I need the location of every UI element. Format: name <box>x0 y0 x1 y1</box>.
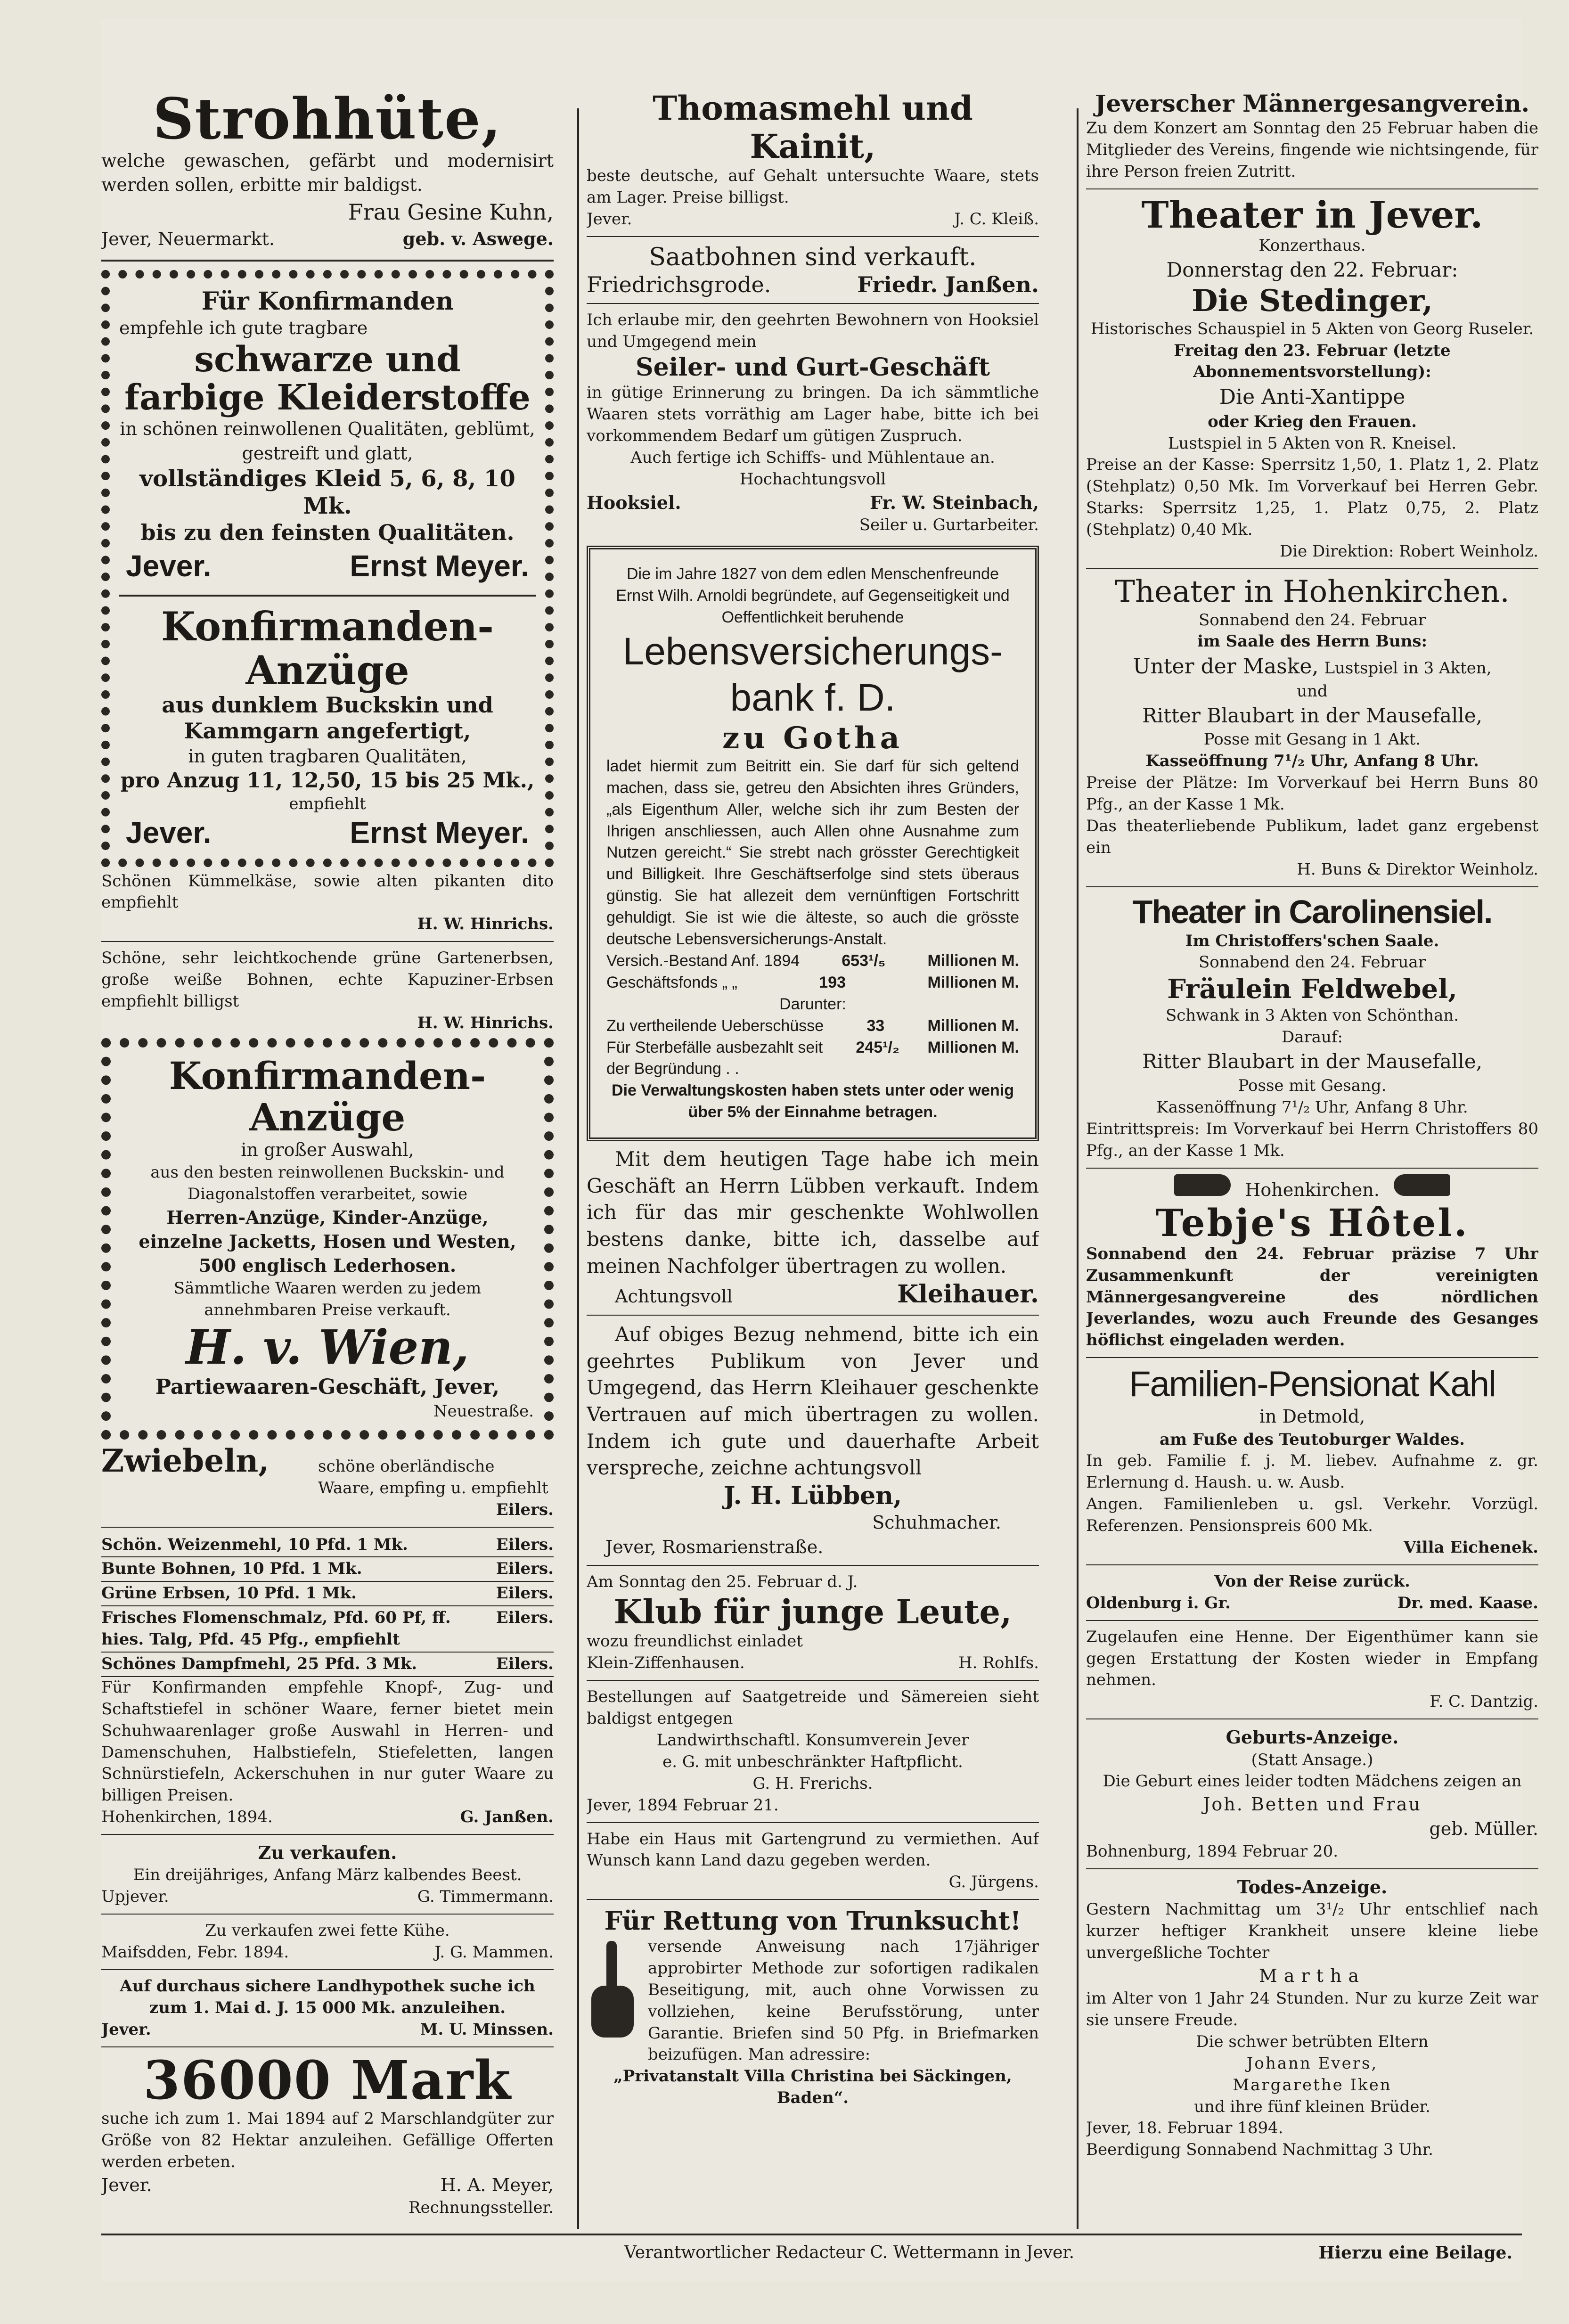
ad-signer: Friedr. Janßen. <box>857 272 1039 298</box>
ad-signer: Eilers. <box>496 1500 554 1519</box>
ad-theater-hohenkirchen <box>1086 575 1538 881</box>
ad-line: Kassenöffnung 7¹/₂ Uhr, Anfang 8 Uhr. <box>1156 1097 1468 1117</box>
ad-text: Sonnabend den 24. Februar präzise 7 Uhr Zusammenkunft der vereinigten Männergesangvereine des nördlichen Jeverlandes, wozu auch Freunde des Gesanges höflichst eingeladen werden. <box>1086 1244 1538 1350</box>
ad-line: Posse mit Gesang in 1 Akt. <box>1203 730 1421 749</box>
ad-line: Eintrittspreis: Im Vorverkauf bei Herrn Christoffers 80 Pfg., an der Kasse 1 Mk. <box>1086 1119 1538 1160</box>
ad-play: Ritter Blaubart in der Mausefalle, <box>1142 704 1482 727</box>
figure-unit: Millionen M. <box>927 951 1019 970</box>
ad-play: Unter der Maske, <box>1133 655 1319 679</box>
ad-signer: J. C. Kleiß. <box>954 209 1039 229</box>
ad-line: Beerdigung Sonnabend Nachmittag 3 Uhr. <box>1086 2140 1433 2160</box>
figure-label: Zu vertheilende Ueberschüsse <box>606 1016 824 1035</box>
list-item <box>101 1557 554 1582</box>
ad-signer: Kleihauer. <box>897 1279 1039 1309</box>
ad-line: im Saale des Herrn Buns: <box>1197 632 1428 651</box>
figure-value: 193 <box>819 973 846 991</box>
ad-line: In geb. Familie f. j. M. liebev. Aufnahme z. gr. Erlernung d. Haush. u. w. Ausb. <box>1086 1451 1538 1492</box>
ad-line: Schwank in 3 Akten von Schönthan. <box>1165 1006 1459 1025</box>
ad-line: Kasseöffnung 7¹/₂ Uhr, Anfang 8 Uhr. <box>1145 752 1479 771</box>
ad-place: Bohnenburg, 1894 Februar 20. <box>1086 1841 1339 1861</box>
column-rule <box>1077 108 1079 2229</box>
ad-kleihauer <box>587 1146 1039 1309</box>
editor-line: Verantwortlicher Redacteur C. Wettermann in Jever. <box>624 2243 1075 2262</box>
ad-play: Fräulein Feldwebel, <box>1167 974 1457 1005</box>
ad-line: Bestellungen auf Saatgetreide und Sämereien sieht baldigst entgegen <box>587 1687 1039 1728</box>
ad-line: Angen. Familienleben u. gsl. Verkehr. Vorzügl. Referenzen. Pensionspreis 600 Mk. <box>1086 1495 1538 1536</box>
ad-text: Zugelaufen eine Henne. Der Eigenthümer kann sie gegen Erstattung der Kosten wieder in Empfang nehmen. <box>1086 1627 1538 1690</box>
figure-value: 245¹/₂ <box>856 1038 900 1056</box>
ad-signer: Ernst Meyer. <box>350 815 529 850</box>
ad-line: und ihre fünf kleinen Brüder. <box>1194 2097 1430 2116</box>
column-2 <box>587 90 1039 2219</box>
ad-text: schöne oberländische Waare, empfing u. empfiehlt <box>318 1457 548 1498</box>
ad-saatbohnen <box>587 243 1039 297</box>
gotha-figures <box>606 950 1019 994</box>
ad-line: Herren-Anzüge, Kinder-Anzüge, <box>166 1206 489 1228</box>
ad-line: in Detmold, <box>1259 1406 1365 1427</box>
ad-signer: Die Direktion: Robert Weinholz. <box>1279 542 1538 561</box>
ad-address: „Privatanstalt Villa Christina bei Säckingen, Baden“. <box>613 2067 1012 2108</box>
ad-line: bis zu den feinsten Qualitäten. <box>140 520 515 546</box>
list-item <box>101 1533 554 1558</box>
ad-title: Zu verkaufen. <box>258 1842 397 1864</box>
ad-place: Upjever. <box>101 1887 169 1907</box>
figure-row <box>606 972 1019 994</box>
ad-line: einzelne Jacketts, Hosen und Westen, <box>139 1231 516 1252</box>
ad-line: Darauf: <box>1282 1028 1343 1047</box>
ad-line: Sonnabend den 24. Februar <box>1199 953 1426 972</box>
ad-line: Historisches Schauspiel in 5 Akten von Georg Ruseler. <box>1090 319 1534 338</box>
ad-signer: Frau Gesine Kuhn, <box>348 199 554 225</box>
ad-place: Hohenkirchen, 1894. <box>101 1808 273 1827</box>
ad-gotha <box>587 546 1039 1141</box>
ad-title: Thomasmehl und Kainit, <box>653 90 973 166</box>
ad-line: Margarethe Iken <box>1233 2075 1392 2095</box>
ad-signer: Eilers. <box>496 1559 554 1579</box>
ad-signer: H. Rohlfs. <box>958 1653 1039 1673</box>
ad-play: Die Anti-Xantippe <box>1219 385 1406 409</box>
ad-place: Jever, Rosmarienstraße. <box>605 1536 824 1557</box>
ad-thomasmehl <box>587 90 1039 230</box>
ad-signer: J. G. Mammen. <box>434 1943 554 1962</box>
ad-kaase <box>1086 1571 1538 1614</box>
ad-text: Zu dem Konzert am Sonntag den 25 Februar haben die Mitglieder des Vereins, fingende wie nichtsingende, für ihre Person freien Zutritt. <box>1086 119 1538 181</box>
ad-line: vollständiges Kleid 5, 6, 8, 10 Mk. <box>139 466 515 519</box>
figure-unit: Millionen M. <box>927 1038 1019 1056</box>
ad-place: Klein-Ziffenhausen. <box>587 1653 745 1673</box>
figure-value: 653¹/₅ <box>842 951 886 970</box>
ad-theater-jever <box>1086 195 1538 563</box>
ad-signer: F. C. Dantzig. <box>1430 1692 1538 1711</box>
ad-line: Lustspiel in 3 Akten, <box>1324 659 1492 678</box>
ad-line: Auch fertige ich Schiffs- und Mühlentaue an. <box>630 448 995 467</box>
ad-place: Jever, 18. Februar 1894. <box>1086 2119 1283 2138</box>
ad-line: Hochachtungsvoll <box>739 469 886 489</box>
list-item <box>101 1653 554 1677</box>
ad-text: welche gewaschen, gefärbt und modernisirt werden sollen, erbitte mir baldigst. <box>101 150 554 196</box>
ad-line: Freitag den 23. Februar (letzte Abonnementsvorstellung): <box>1174 341 1451 382</box>
ad-role: Rechnungssteller. <box>409 2198 554 2218</box>
ad-line: geb. Müller. <box>1429 1818 1538 1839</box>
ad-line: Ich erlaube mir, den geehrten Bewohnern von Hooksiel und Umgegend mein <box>587 311 1039 351</box>
ad-henne <box>1086 1627 1538 1713</box>
page-footer <box>101 2243 1522 2271</box>
ad-title: Todes-Anzeige. <box>1237 1876 1388 1898</box>
ad-signer: Eilers. <box>496 1654 554 1673</box>
ad-text: Schön. Weizenmehl, 10 Pfd. 1 Mk. <box>101 1535 408 1554</box>
ad-place: Hooksiel. <box>587 491 681 513</box>
ad-pensionat-kahl <box>1086 1364 1538 1559</box>
ad-text: Mit dem heutigen Tage habe ich mein Geschäft an Herrn Lübben verkauft. Indem ich für das mir geschenkte Wohlwollen bestens danke, bitte ich, dasselbe auf meinen Nachfolger übertragen zu wollen. <box>587 1147 1039 1277</box>
ad-line: oder Krieg den Frauen. <box>1208 412 1417 431</box>
ad-title: 36000 Mark <box>143 2049 512 2111</box>
ad-line: im Alter von 1 Jahr 24 Stunden. Nur zu kurze Zeit war sie unsere Freude. <box>1086 1989 1538 2029</box>
ad-line: am Fuße des Teutoburger Waldes. <box>1159 1430 1465 1449</box>
ad-title: Geburts-Anzeige. <box>1226 1727 1399 1748</box>
ad-line: Die Geburt eines leider todten Mädchens zeigen an <box>1103 1772 1522 1791</box>
ad-intro: Die im Jahre 1827 von dem edlen Menschenfreunde Ernst Wilh. Arnoldi begründete, auf Gegenseitigkeit und Oeffentlichkeit beruhende <box>616 565 1010 626</box>
ad-zwiebeln <box>101 1443 554 1521</box>
ad-text: Auf obiges Bezug nehmend, bitte ich ein geehrtes Publikum von Jever und Umgegend, das Herrn Kleihauer geschenkte Vertrauen auf mich übertragen zu wollen. Indem ich gute und dauerhafte Arbeit verspreche, zeichne achtungsvoll <box>587 1322 1039 1480</box>
ad-place: Jever. <box>101 2174 152 2195</box>
ad-name: Martha <box>1258 1965 1366 1986</box>
ad-title: Theater in Carolinensiel. <box>1132 893 1492 930</box>
ad-seiler <box>587 310 1039 536</box>
ad-line: Von der Reise zurück. <box>1214 1571 1410 1591</box>
ad-verkaufen-1 <box>101 1841 554 1908</box>
ad-line: empfiehlt <box>289 794 366 813</box>
ad-line: Lustspiel in 5 Akten von R. Kneisel. <box>1168 434 1457 453</box>
ad-place: Friedrichsgrode. <box>587 272 771 298</box>
ad-juergens <box>587 1829 1039 1894</box>
ad-line: aus den besten reinwollenen Buckskin- und Diagonalstoffen verarbeitet, sowie <box>150 1163 505 1203</box>
ad-line: Konzerthaus. <box>1258 236 1366 255</box>
ad-place: Oldenburg i. Gr. <box>1086 1593 1231 1612</box>
ad-luebben <box>587 1321 1039 1559</box>
pointing-hand-icon <box>1394 1174 1450 1196</box>
ad-text: Schönen Kümmelkäse, sowie alten pikanten dito empfiehlt <box>101 871 554 912</box>
ad-line: Das theaterliebende Publikum, ladet ganz ergebenst ein <box>1086 816 1538 857</box>
ad-title: Saatbohnen sind verkauft. <box>649 243 977 271</box>
ad-signer: H. A. Meyer, <box>440 2174 554 2195</box>
ad-wien <box>101 1038 554 1440</box>
ad-line: in großer Auswahl, <box>241 1139 414 1160</box>
ad-line: Im Christoffers'schen Saale. <box>1185 931 1439 950</box>
ad-geburt <box>1086 1725 1538 1863</box>
ad-title: Konfirmanden-Anzüge <box>161 603 494 694</box>
ad-maennergesangverein <box>1086 90 1538 183</box>
ad-title: Theater in Jever. <box>1141 193 1483 237</box>
ad-line: in guten tragbaren Qualitäten, <box>188 745 467 767</box>
ad-text: suche ich zum 1. Mai 1894 auf 2 Marschlandgüter zur Größe von 82 Hektar anzuleihen. Gefällige Offerten werden erbeten. <box>101 2109 554 2171</box>
ad-place: Jever. <box>126 815 212 850</box>
ad-signer: M. U. Minssen. <box>420 2020 554 2039</box>
ad-signer: G. H. Frerichs. <box>752 1774 873 1793</box>
ad-line: Für Konfirmanden <box>201 286 454 316</box>
ad-play: Ritter Blaubart in der Mausefalle, <box>1142 1050 1482 1073</box>
ad-line: aus dunklem Buckskin und Kammgarn angefertigt, <box>162 692 493 744</box>
beilage-note: Hierzu eine Beilage. <box>1318 2243 1512 2263</box>
ad-signer: Eilers. <box>496 1608 554 1628</box>
ad-title: Strohhüte, <box>153 90 502 152</box>
ad-signer-2: geb. v. Aswege. <box>402 228 554 249</box>
figure-row <box>606 1015 1019 1037</box>
ad-landhypothek <box>101 1976 554 2041</box>
ad-line: Donnerstag den 22. Februar: <box>1166 258 1458 282</box>
ad-greet: Achtungsvoll <box>615 1285 733 1307</box>
ad-signer: Villa Eichenek. <box>1403 1538 1538 1557</box>
column-3 <box>1086 90 1538 2219</box>
ad-outro: Die Verwaltungskosten haben stets unter oder wenig über 5% der Einnahme betragen. <box>612 1081 1014 1121</box>
footer-rule <box>101 2234 1522 2235</box>
ad-kleiderstoffe <box>101 270 554 867</box>
ad-title: Zwiebeln, <box>101 1442 270 1479</box>
ad-line: Neuestraße. <box>433 1401 534 1421</box>
figure-label: Geschäftsfonds „ „ <box>606 973 737 991</box>
ad-line: in gütige Erinnerung zu bringen. Da ich sämmtliche Waaren stets vorräthig am Lager habe, bitte ich bei vorkommendem Bedarf um gütigen Zuspruch. <box>587 383 1039 446</box>
ad-line: e. G. mit unbeschränkter Haftpflicht. <box>662 1752 963 1771</box>
ad-strohhuete <box>101 90 554 251</box>
ad-signer: J. H. Lübben, <box>723 1481 902 1511</box>
ad-line: Partiewaaren-Geschäft, Jever, <box>155 1375 500 1399</box>
ad-signer: H. W. Hinrichs. <box>417 1013 554 1032</box>
ad-text: Zu verkaufen zwei fette Kühe. <box>205 1921 450 1940</box>
figure-unit: Millionen M. <box>927 973 1019 991</box>
ad-role: Schuhmacher. <box>872 1512 1001 1533</box>
ad-line: Sämmtliche Waaren werden zu jedem annehmbaren Preise verkauft. <box>173 1278 482 1319</box>
ad-title: Lebensversicherungs- <box>622 630 1003 673</box>
ad-konsumverein <box>587 1686 1039 1816</box>
ad-line: Preise an der Kasse: Sperrsitz 1,50, 1. Platz 1, 2. Platz (Stehplatz) 0,50 Mk. Im Vorverkauf bei Herren Gebr. Starks: Sperrsitz 1,25, 1. Platz 0,75, 2. Platz (Stehplatz) 0,40 Mk. <box>1086 455 1538 540</box>
pointing-hand-icon <box>1174 1174 1231 1196</box>
eilers-list <box>101 1533 554 1677</box>
ad-play: Die Stedinger, <box>1192 283 1433 319</box>
ad-line: in schönen reinwollenen Qualitäten, geblümt, gestreift und glatt, <box>120 418 535 464</box>
figure-row <box>606 950 1019 972</box>
ad-line: Posse mit Gesang. <box>1238 1076 1387 1095</box>
ad-title: bank f. D. <box>730 676 896 719</box>
ad-place: Jever. <box>101 2020 151 2039</box>
ad-kaese <box>101 871 554 936</box>
ad-line: Sonnabend den 24. Februar <box>1199 610 1426 630</box>
figure-unit: Millionen M. <box>927 1016 1019 1035</box>
ad-title: Tebje's Hôtel. <box>1155 1200 1469 1245</box>
ad-klub <box>587 1571 1039 1674</box>
figure-value: 33 <box>866 1016 885 1035</box>
ad-text: Auf durchaus sichere Landhypothek suche ich zum 1. Mai d. J. 15 000 Mk. anzuleihen. <box>120 1976 535 2017</box>
ad-title: Seiler- und Gurt-Geschäft <box>636 352 990 382</box>
ad-title: Familien-Pensionat Kahl <box>1129 1364 1495 1405</box>
column-rule <box>577 108 579 2229</box>
ad-title: Klub für junge Leute, <box>613 1592 1012 1631</box>
ad-title: zu Gotha <box>722 720 904 756</box>
ad-line: wozu freundlichst einladet <box>587 1632 803 1651</box>
figure-row <box>606 1037 1019 1080</box>
ad-signer: Dr. med. Kaase. <box>1397 1593 1538 1612</box>
ad-place: Jever. <box>587 209 632 229</box>
ad-text: Schöne, sehr leichtkochende grüne Gartenerbsen, große weiße Bohnen, echte Kapuziner-Erbsen empfiehlt billigst <box>101 949 554 1011</box>
ad-date: Jever, 1894 Februar 21. <box>587 1795 779 1815</box>
ad-title: Jeverscher Männergesangverein. <box>1095 90 1530 117</box>
ad-signer: Fr. W. Steinbach, <box>870 491 1039 513</box>
figure-label: Versich.-Bestand Anf. 1894 <box>606 951 800 970</box>
ad-tod <box>1086 1875 1538 2161</box>
ad-36000-mark <box>101 2049 554 2219</box>
ad-signer: G. Janßen. <box>460 1808 554 1827</box>
ad-line: Landwirthschaftl. Konsumverein Jever <box>656 1730 969 1750</box>
gotha-figures-2 <box>606 1015 1019 1080</box>
ad-place: Maifsdden, Febr. 1894. <box>101 1943 289 1962</box>
ad-line: Johann Evers, <box>1246 2054 1378 2073</box>
ad-signer: Eilers. <box>496 1584 554 1603</box>
pointing-hand-icon <box>587 1941 638 2045</box>
ad-name: H. v. Wien, <box>186 1319 469 1375</box>
ad-text: Schönes Dampfmehl, 25 Pfd. 3 Mk. <box>101 1654 417 1673</box>
ad-signer: G. Jürgens. <box>948 1873 1039 1892</box>
ad-trunksucht <box>587 1906 1039 2109</box>
ad-tebje <box>1086 1174 1538 1352</box>
ad-signer: H. Buns & Direktor Weinholz. <box>1297 859 1538 879</box>
ad-line: Preise der Plätze: Im Vorverkauf bei Herrn Buns 80 Pfg., an der Kasse 1 Mk. <box>1086 773 1538 814</box>
ad-janssen <box>101 1677 554 1828</box>
ad-signer: G. Timmermann. <box>417 1887 554 1907</box>
ad-theater-carolinensiel <box>1086 893 1538 1162</box>
ad-text: Für Konfirmanden empfehle Knopf-, Zug- und Schaftstiefel in schöner Waare, ferner bietet mein Schuhwaarenlager große Auswahl in Herren- und Damenschuhen, Halbstiefeln, Stiefeletten, langen Schnürstiefeln, Ackerschuhen in nur guter Waare zu billigen Preisen. <box>101 1678 554 1805</box>
ad-line: Joh. Betten und Frau <box>1203 1794 1422 1815</box>
ad-erbsen <box>101 948 554 1034</box>
ad-title: schwarze und farbige Kleiderstoffe <box>124 339 531 418</box>
ad-line: 500 englisch Lederhosen. <box>198 1255 457 1277</box>
ad-signer: H. W. Hinrichs. <box>417 915 554 934</box>
ad-text: Frisches Flomenschmalz, Pfd. 60 Pf, ff. hies. Talg, Pfd. 45 Pfg., empfiehlt <box>101 1608 451 1649</box>
ad-date: Am Sonntag den 25. Februar d. J. <box>587 1572 858 1591</box>
list-item <box>101 1582 554 1606</box>
ad-text: versende Anweisung nach 17jähriger approbirter Methode zur sofortigen radikalen Beseitigung, mit, auch ohne Vorwissen zu vollziehen, keine Berufsstörung, unter Garantie. Briefen sind 50 Pfg. in Briefmarken beizufügen. Man adressire: <box>648 1937 1039 2064</box>
ad-title: Theater in Hohenkirchen. <box>1115 574 1510 609</box>
ad-place: Hohenkirchen. <box>1245 1179 1380 1200</box>
ad-line: empfehle ich gute tragbare <box>119 318 368 339</box>
ad-text: Habe ein Haus mit Gartengrund zu vermiethen. Auf Wunsch kann Land dazu gegeben werden. <box>587 1829 1039 1870</box>
ad-body: ladet hiermit zum Beitritt ein. Sie darf für sich geltend machen, dass sie, getreu den Absichten ihres Gründers, „als Eigenthum Aller, welche sich ihr zum Besten der Ihrigen anschliessen, auch Allen ohne Ausnahme zum Nutzen gereicht.“ Sie strebt nach grösster Gerechtigkeit und Billigkeit. Ihre Geschäftserfolge sind stets überaus günstig. Sie hat allezeit dem vernünftigen Fortschritt gehuldigt. Sie ist wie die älteste, so auch die grösste deutsche Lebensversicherungs-Anstalt. <box>606 757 1019 949</box>
ad-verkaufen-2 <box>101 1920 554 1964</box>
figure-label: Für Sterbefälle ausbezahlt seit der Begründung . . <box>606 1038 823 1078</box>
ad-line: und <box>1297 681 1328 701</box>
ad-title: Konfirmanden-Anzüge <box>169 1053 486 1139</box>
ad-signer: Ernst Meyer. <box>350 549 529 583</box>
ad-title: Für Rettung von Trunksucht! <box>604 1906 1021 1936</box>
column-1 <box>101 90 554 2219</box>
ad-role: Seiler u. Gurtarbeiter. <box>859 515 1039 534</box>
ad-text: Ein dreijähriges, Anfang März kalbendes Beest. <box>133 1866 522 1885</box>
ad-signer: Eilers. <box>496 1535 554 1554</box>
ad-place: Jever, Neuermarkt. <box>101 228 275 249</box>
ad-place: Jever. <box>126 549 212 583</box>
ad-line: Darunter: <box>779 995 846 1013</box>
ad-text: Grüne Erbsen, 10 Pfd. 1 Mk. <box>101 1584 357 1603</box>
ad-line: (Statt Ansage.) <box>1251 1750 1373 1769</box>
ad-line: Die schwer betrübten Eltern <box>1196 2032 1429 2051</box>
ad-line: pro Anzug 11, 12,50, 15 bis 25 Mk., <box>120 768 535 793</box>
list-item <box>101 1606 554 1653</box>
ad-text: Bunte Bohnen, 10 Pfd. 1 Mk. <box>101 1559 362 1579</box>
ad-text: beste deutsche, auf Gehalt untersuchte Waare, stets am Lager. Preise billigst. <box>587 166 1039 207</box>
ad-line: Gestern Nachmittag um 3¹/₂ Uhr entschlief nach kurzer heftiger Krankheit unsere kleine liebe unvergeßliche Tochter <box>1086 1900 1538 1962</box>
